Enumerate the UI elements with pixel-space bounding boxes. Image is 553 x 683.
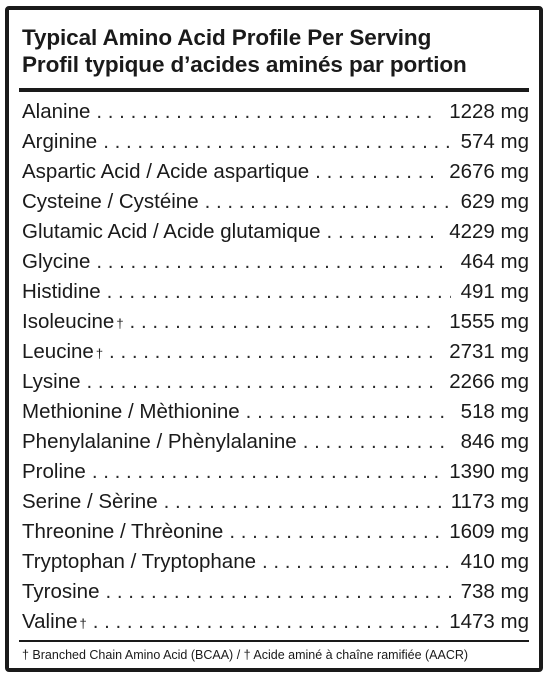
- amino-acid-row: [22, 337, 529, 367]
- amino-acid-row: [22, 277, 529, 307]
- dot-leader: [303, 427, 451, 457]
- dot-leader: [96, 247, 450, 277]
- amino-acid-name: Serine / Sèrine: [22, 490, 158, 513]
- amino-acid-row: [22, 367, 529, 397]
- dot-leader: [327, 217, 440, 247]
- amino-acid-name: Tryptophan / Tryptophane: [22, 550, 256, 573]
- amino-acid-row: [22, 157, 529, 187]
- amino-acid-amount: 1609 mg: [449, 520, 529, 543]
- amino-acid-amount: 2266 mg: [449, 370, 529, 393]
- dot-leader: [107, 277, 451, 307]
- amino-acid-name: Aspartic Acid / Acide aspartique: [22, 160, 310, 183]
- amino-acid-row: [22, 517, 529, 547]
- amino-acid-name: Proline: [22, 460, 86, 483]
- amino-acid-row: [22, 217, 529, 247]
- amino-acid-amount: 4229 mg: [449, 220, 529, 243]
- amino-acid-row: [22, 127, 529, 157]
- amino-acid-list: [22, 97, 529, 637]
- amino-acid-amount: 464 mg: [460, 250, 529, 273]
- bcaa-dagger-mark: †: [79, 616, 87, 631]
- amino-acid-row: [22, 187, 529, 217]
- amino-acid-name: Cysteine / Cystéine: [22, 190, 199, 213]
- dot-leader: [96, 97, 439, 127]
- amino-acid-name: Lysine: [22, 370, 81, 393]
- footer-divider: [19, 640, 529, 642]
- amino-acid-row: [22, 427, 529, 457]
- amino-acid-amount: 1555 mg: [449, 310, 529, 333]
- amino-acid-name: Alanine: [22, 100, 91, 123]
- amino-acid-amount: 1173 mg: [450, 490, 529, 513]
- amino-acid-amount: 629 mg: [460, 190, 529, 213]
- amino-acid-name: Glycine: [22, 250, 91, 273]
- amino-acid-amount: 1390 mg: [449, 460, 529, 483]
- dot-leader: [109, 337, 439, 367]
- amino-acid-amount: 410 mg: [460, 550, 529, 573]
- bcaa-dagger-mark: †: [116, 316, 124, 331]
- amino-acid-profile-panel: [5, 6, 543, 672]
- bcaa-dagger-mark: †: [95, 346, 104, 361]
- dot-leader: [315, 157, 439, 187]
- amino-acid-row: [22, 547, 529, 577]
- amino-acid-amount: 491 mg: [460, 280, 529, 303]
- dot-leader: [103, 127, 450, 157]
- amino-acid-amount: 738 mg: [460, 580, 529, 603]
- dot-leader: [130, 307, 440, 337]
- dot-leader: [87, 367, 440, 397]
- dot-leader: [229, 517, 439, 547]
- amino-acid-name: Threonine / Thrèonine: [22, 520, 224, 543]
- panel-title: [22, 24, 529, 78]
- dot-leader: [92, 457, 439, 487]
- amino-acid-row: [22, 487, 529, 517]
- amino-acid-row: [22, 607, 529, 637]
- amino-acid-name: Leucine: [22, 340, 94, 363]
- dot-leader: [93, 607, 440, 637]
- dot-leader: [105, 577, 450, 607]
- amino-acid-amount: 2731 mg: [449, 340, 529, 363]
- amino-acid-amount: 518 mg: [460, 400, 529, 423]
- amino-acid-name: Tyrosine: [22, 580, 100, 603]
- amino-acid-name: Arginine: [22, 130, 98, 153]
- amino-acid-row: [22, 97, 529, 127]
- dot-leader: [164, 487, 441, 517]
- amino-acid-name: Histidine: [22, 280, 101, 303]
- dot-leader: [205, 187, 451, 217]
- amino-acid-row: [22, 577, 529, 607]
- amino-acid-row: [22, 457, 529, 487]
- amino-acid-row: [22, 397, 529, 427]
- amino-acid-name: Isoleucine: [22, 310, 115, 333]
- amino-acid-amount: 846 mg: [460, 430, 529, 453]
- dot-leader: [246, 397, 451, 427]
- dot-leader: [262, 547, 451, 577]
- amino-acid-name: Glutamic Acid / Acide glutamique: [22, 220, 321, 243]
- amino-acid-row: [22, 307, 529, 337]
- title-french: Profil typique d’acides aminés par portion: [22, 52, 467, 77]
- amino-acid-row: [22, 247, 529, 277]
- title-english: Typical Amino Acid Profile Per Serving: [22, 25, 432, 50]
- amino-acid-name: Phenylalanine / Phènylalanine: [22, 430, 297, 453]
- amino-acid-name: Methionine / Mèthionine: [22, 400, 240, 423]
- amino-acid-amount: 1228 mg: [449, 100, 529, 123]
- amino-acid-name: Valine: [22, 610, 78, 633]
- amino-acid-amount: 2676 mg: [449, 160, 529, 183]
- amino-acid-amount: 1473 mg: [449, 610, 529, 633]
- header-divider: [19, 88, 529, 92]
- bcaa-footnote: † Branched Chain Amino Acid (BCAA) / † Acide aminé à chaîne ramifiée (AACR): [22, 648, 469, 662]
- amino-acid-amount: 574 mg: [460, 130, 529, 153]
